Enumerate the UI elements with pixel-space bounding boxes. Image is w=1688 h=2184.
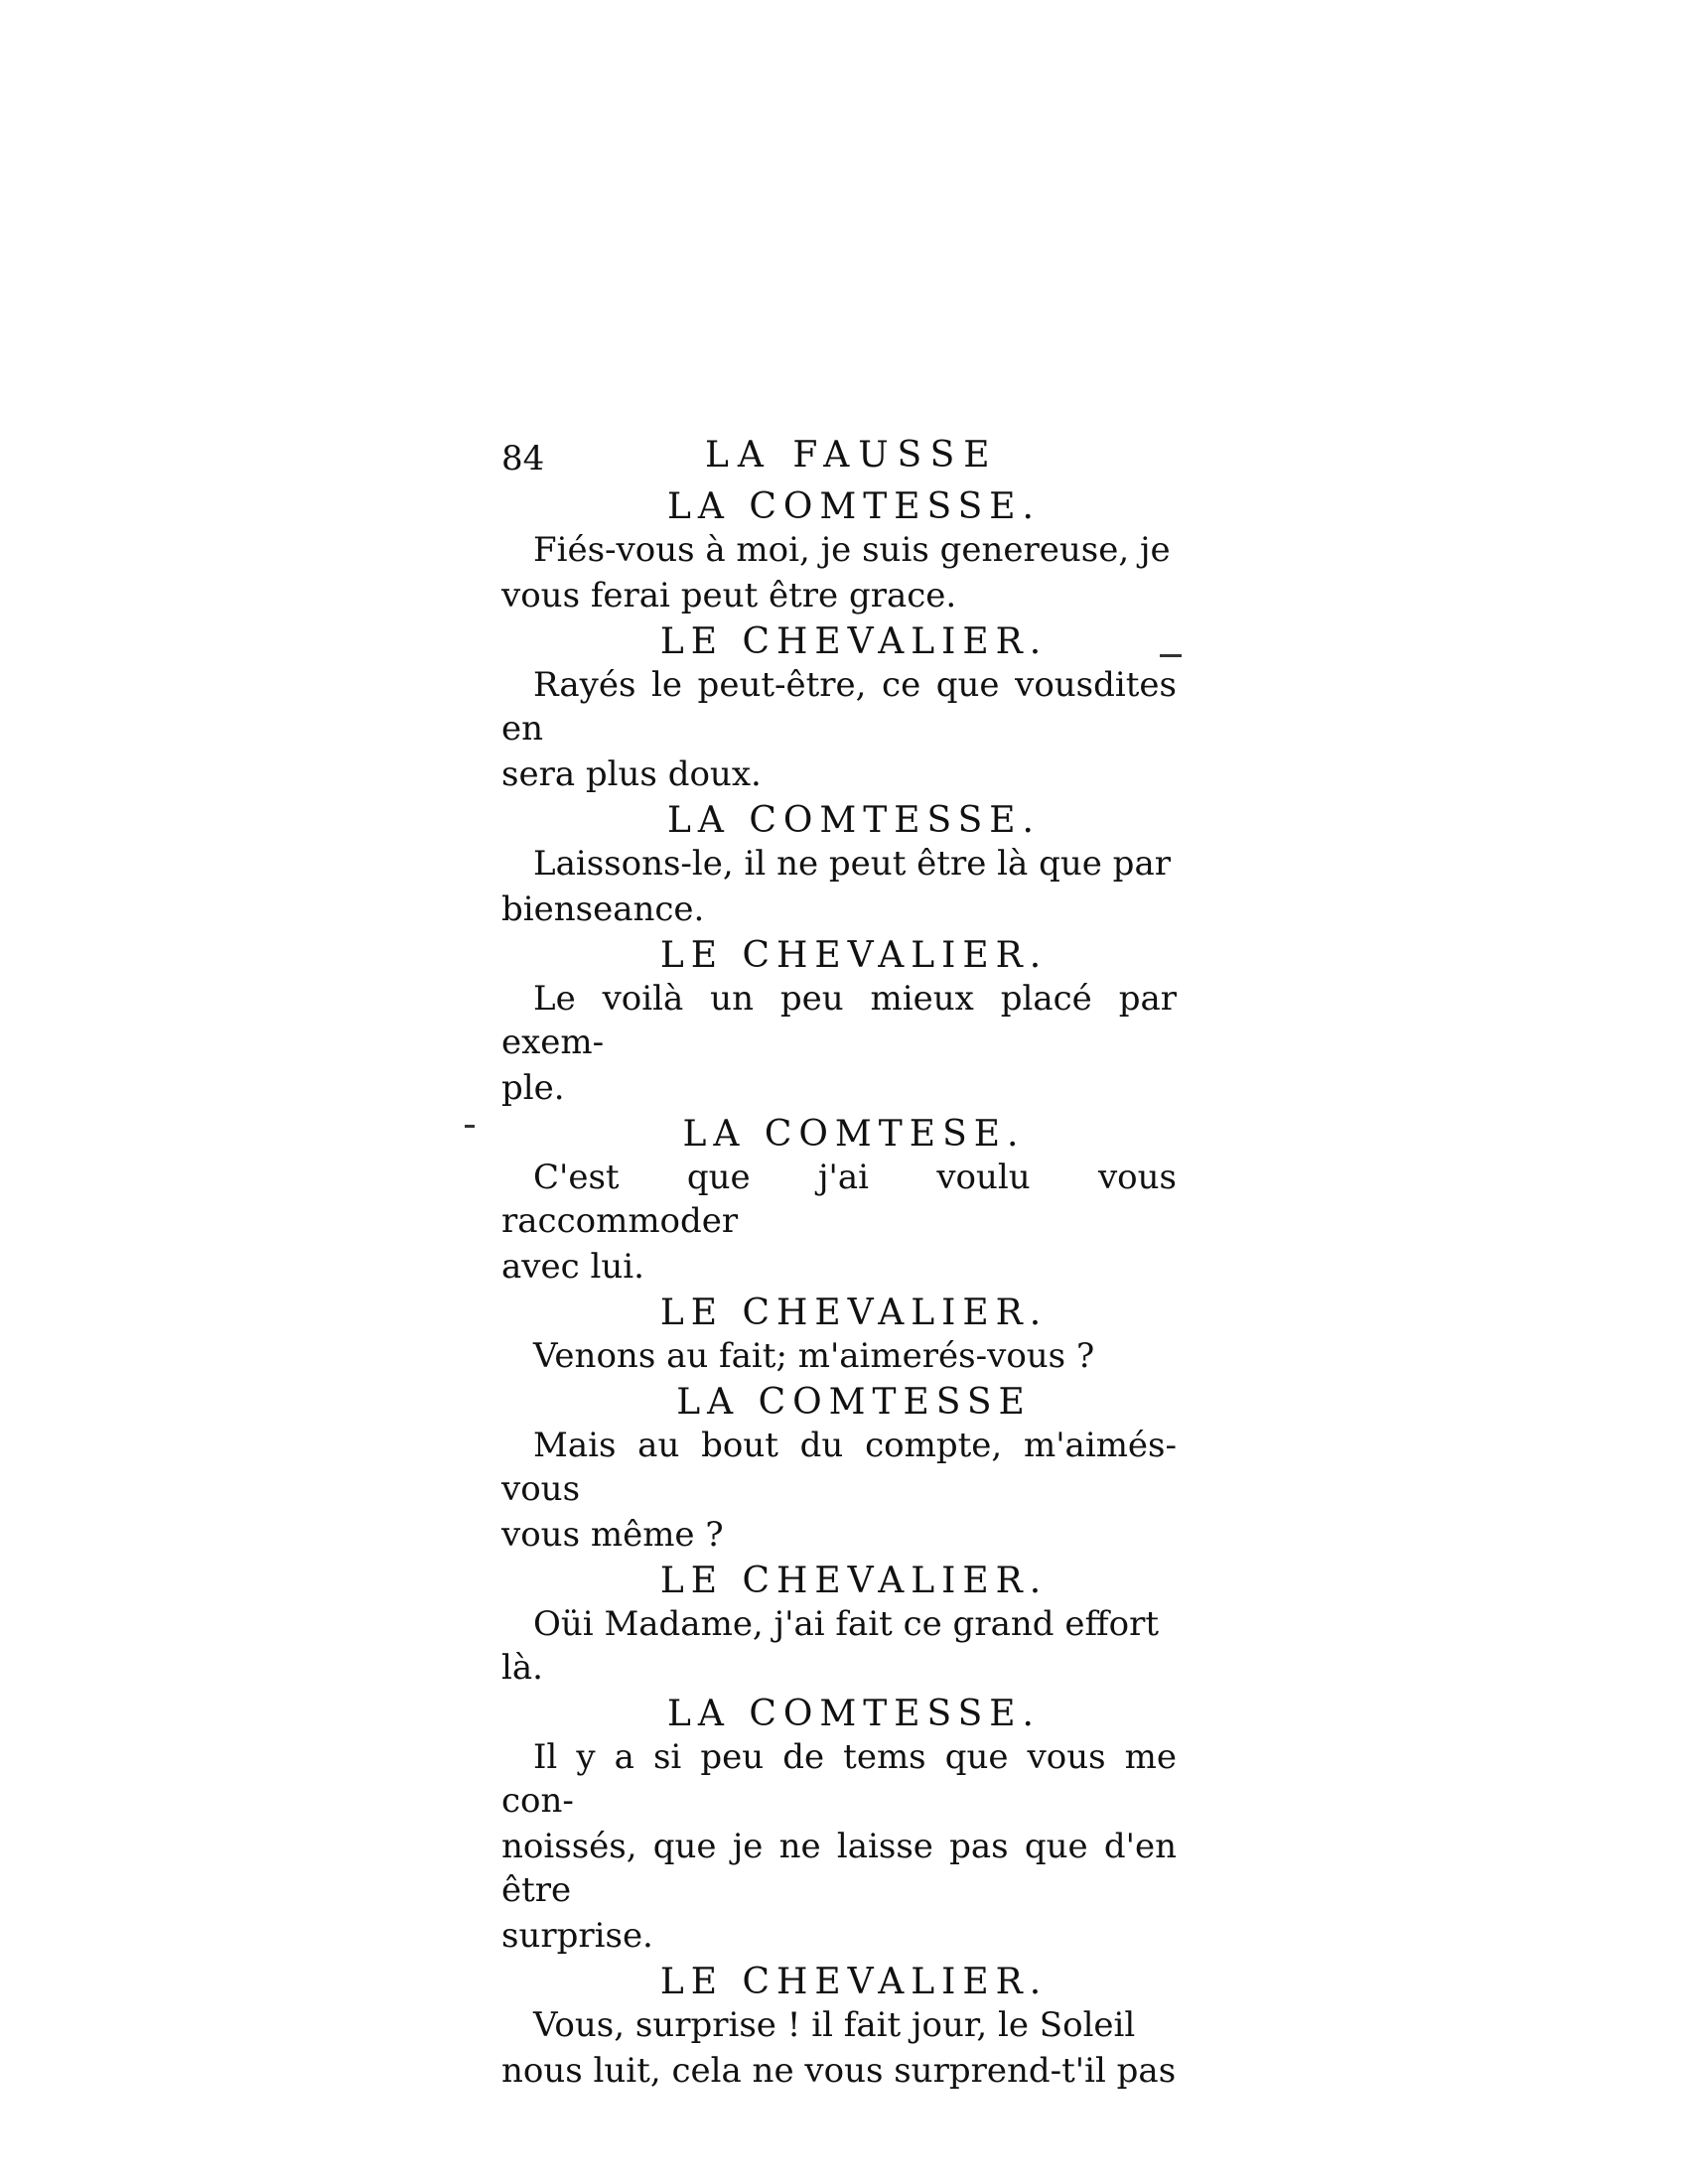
speech-line: sera plus doux. [501,754,762,794]
page-number: 84 [501,439,545,478]
speech-line: nous luit, cela ne vous surprend-t'il pas [501,2051,1177,2091]
speech-line: Il y a si peu de tems que vous me con- [501,1737,1177,1821]
speech-line: Mais au bout du compte, m'aimés-vous [501,1426,1177,1509]
speaker-heading: LE CHEVALIER. [659,935,1049,976]
speaker-heading: LE CHEVALIER. [659,1293,1049,1333]
speech-line: Le voilà un peu mieux placé par exem- [501,979,1177,1062]
speaker-heading: LE CHEVALIER. [659,621,1049,662]
speaker-heading: LE CHEVALIER. [659,1962,1049,2002]
book-page [501,435,1177,2095]
running-head [501,435,1177,482]
speech-line: avec lui. [501,1247,644,1287]
speech-line: vous ferai peut être grace. [501,576,957,615]
speech-line: Oüi Madame, j'ai fait ce grand effort là. [501,1604,1159,1688]
running-title: LA FAUSSE [705,435,999,476]
speech-line: ple. [501,1068,565,1108]
speaker-heading: LE CHEVALIER. [659,1561,1049,1601]
speaker-heading: LA COMTESSE [676,1382,1032,1423]
speaker-heading: LA COMTESE. [682,1114,1026,1155]
margin-speck [1160,654,1182,657]
speech-line: vous même ? [501,1515,724,1555]
speech-line: Venons au fait; m'aimerés-vous ? [533,1336,1095,1376]
speech-line: Rayés le peut-être, ce que vousdites en [501,665,1177,749]
dialogue [501,486,1177,2093]
speech-line: noissés, que je ne laisse pas que d'en être [501,1827,1177,1910]
speaker-heading: LA COMTESSE. [667,486,1041,527]
margin-speck [465,1125,475,1128]
speech-line: bienseance. [501,889,705,929]
speaker-heading: LA COMTESSE. [667,800,1041,841]
speech-line: surprise. [501,1916,653,1956]
speech-line: Fiés-vous à moi, je suis genereuse, je [533,530,1171,570]
speech-line: Laissons-le, il ne peut être là que par [533,844,1171,884]
speaker-heading: LA COMTESSE. [667,1694,1041,1734]
speech-line: Vous, surprise ! il fait jour, le Soleil [533,2005,1136,2045]
speech-line: C'est que j'ai voulu vous raccommoder [501,1158,1177,1241]
